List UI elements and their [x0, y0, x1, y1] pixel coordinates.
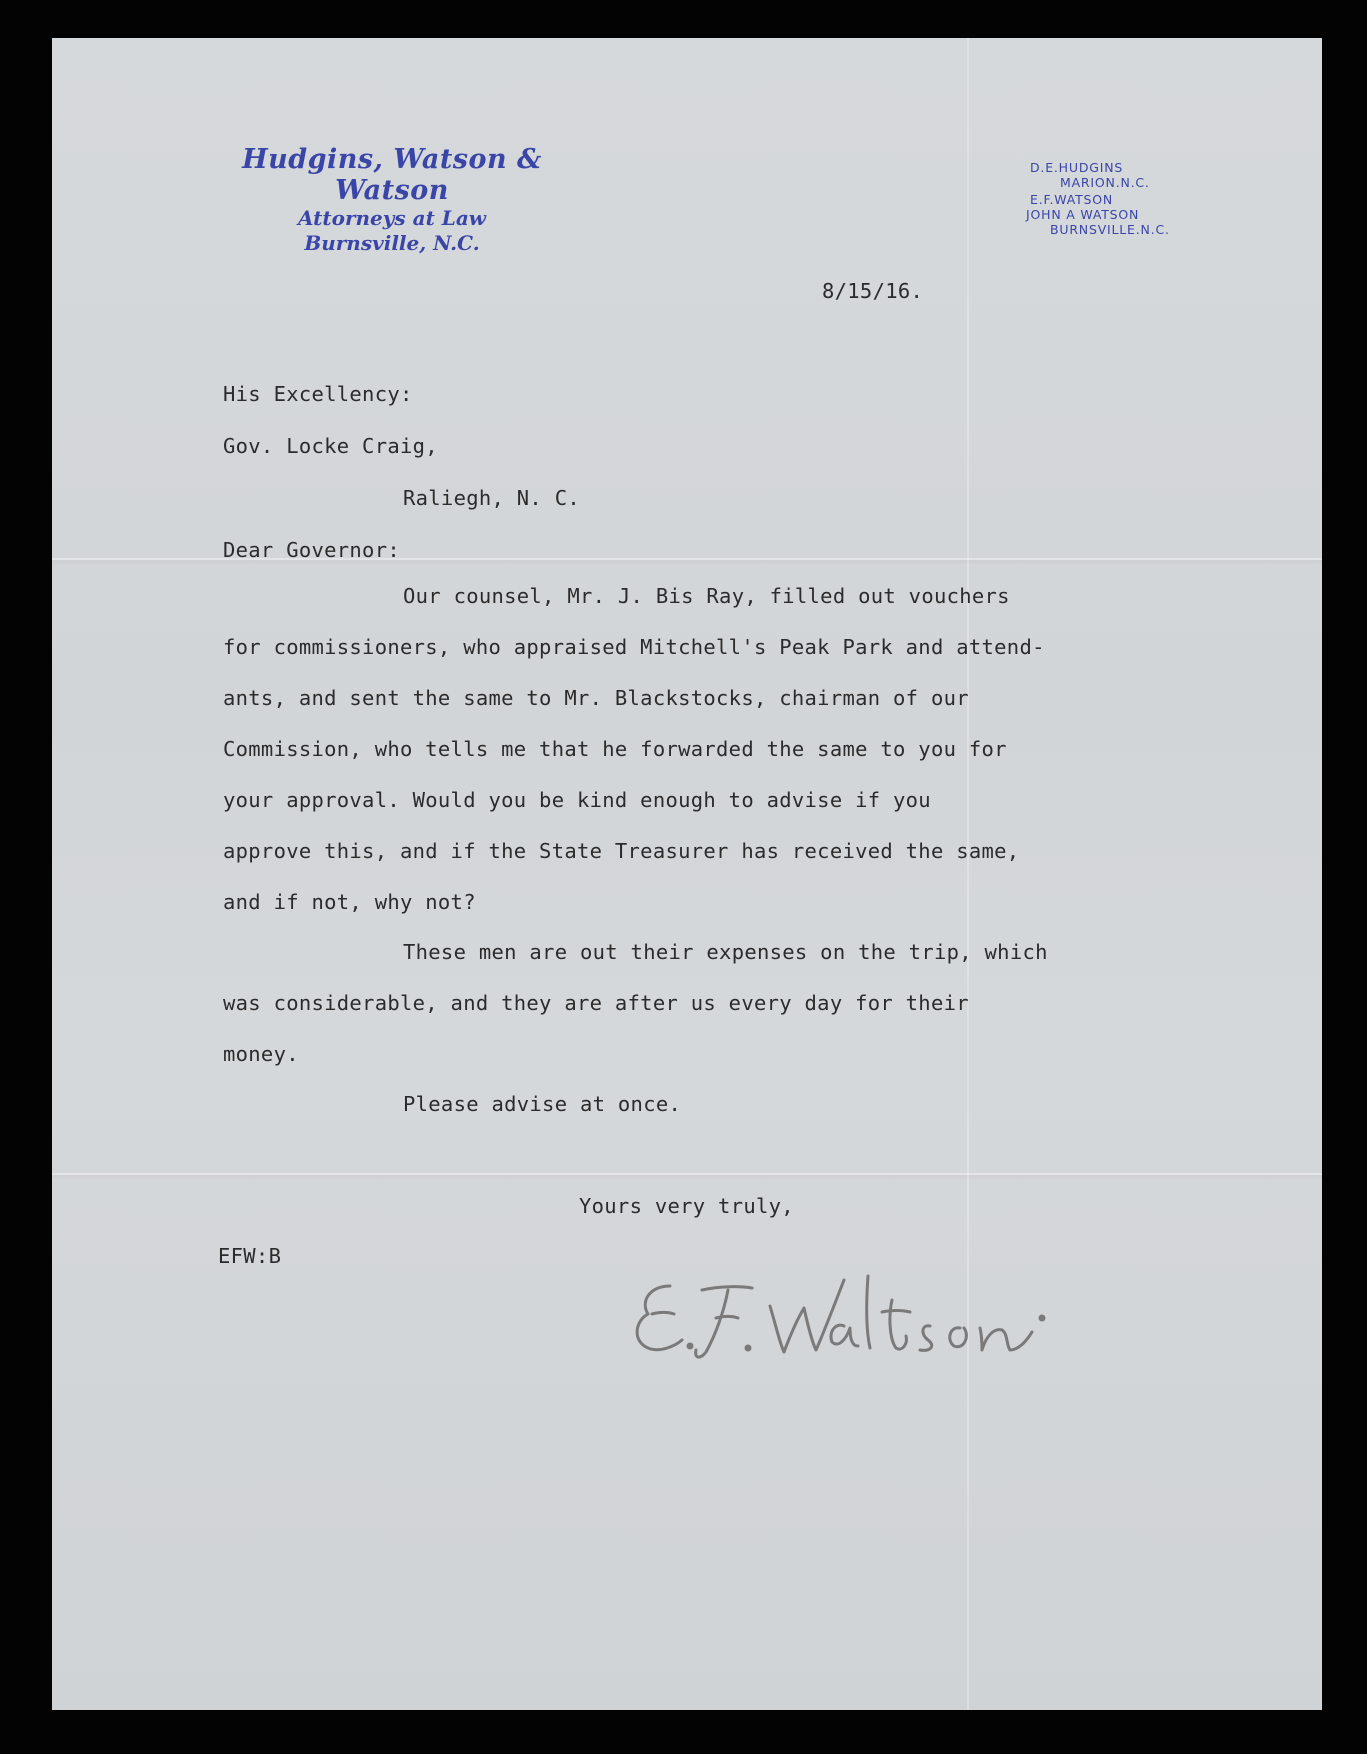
body-line: money. [223, 1042, 299, 1066]
body-line: approve this, and if the State Treasurer has received the same, [223, 839, 1020, 863]
firm-location: Burnsville, N.C. [304, 231, 480, 255]
typist-initials: EFW:B [218, 1244, 282, 1268]
partner-line: D.E.HUDGINS [1030, 160, 1124, 175]
letter-page [52, 38, 1322, 1710]
partner-line: MARION.N.C. [1060, 175, 1150, 190]
partner-line: BURNSVILLE.N.C. [1050, 222, 1170, 237]
body-line: These men are out their expenses on the trip, which [403, 940, 1048, 964]
handwritten-signature [630, 1256, 1050, 1371]
body-line: Commission, who tells me that he forwarded the same to you for [223, 737, 1007, 761]
body-line: and if not, why not? [223, 890, 476, 914]
recipient-name: Gov. Locke Craig, [223, 434, 438, 458]
letter-date: 8/15/16. [822, 279, 924, 303]
paper-fold [52, 1173, 1322, 1175]
body-line: Our counsel, Mr. J. Bis Ray, filled out vouchers [403, 584, 1010, 608]
letterhead-firm [182, 144, 602, 256]
body-line: was considerable, and they are after us every day for their [223, 991, 969, 1015]
closing: Yours very truly, [579, 1194, 794, 1218]
recipient-title: His Excellency: [223, 382, 413, 406]
body-line: for commissioners, who appraised Mitchell's Peak Park and attend- [223, 635, 1045, 659]
recipient-city: Raliegh, N. C. [403, 486, 580, 510]
body-line: Please advise at once. [403, 1092, 682, 1116]
firm-name: Hudgins, Watson & Watson [242, 144, 542, 206]
salutation: Dear Governor: [223, 538, 400, 562]
partner-line: JOHN A WATSON [1026, 207, 1140, 222]
body-line: ants, and sent the same to Mr. Blackstocks, chairman of our [223, 686, 969, 710]
partner-line: E.F.WATSON [1030, 192, 1114, 207]
letterhead-partners [1012, 160, 1252, 237]
body-line: your approval. Would you be kind enough to advise if you [223, 788, 931, 812]
firm-subtitle: Attorneys at Law [297, 206, 487, 230]
paper-fold [967, 38, 969, 1710]
